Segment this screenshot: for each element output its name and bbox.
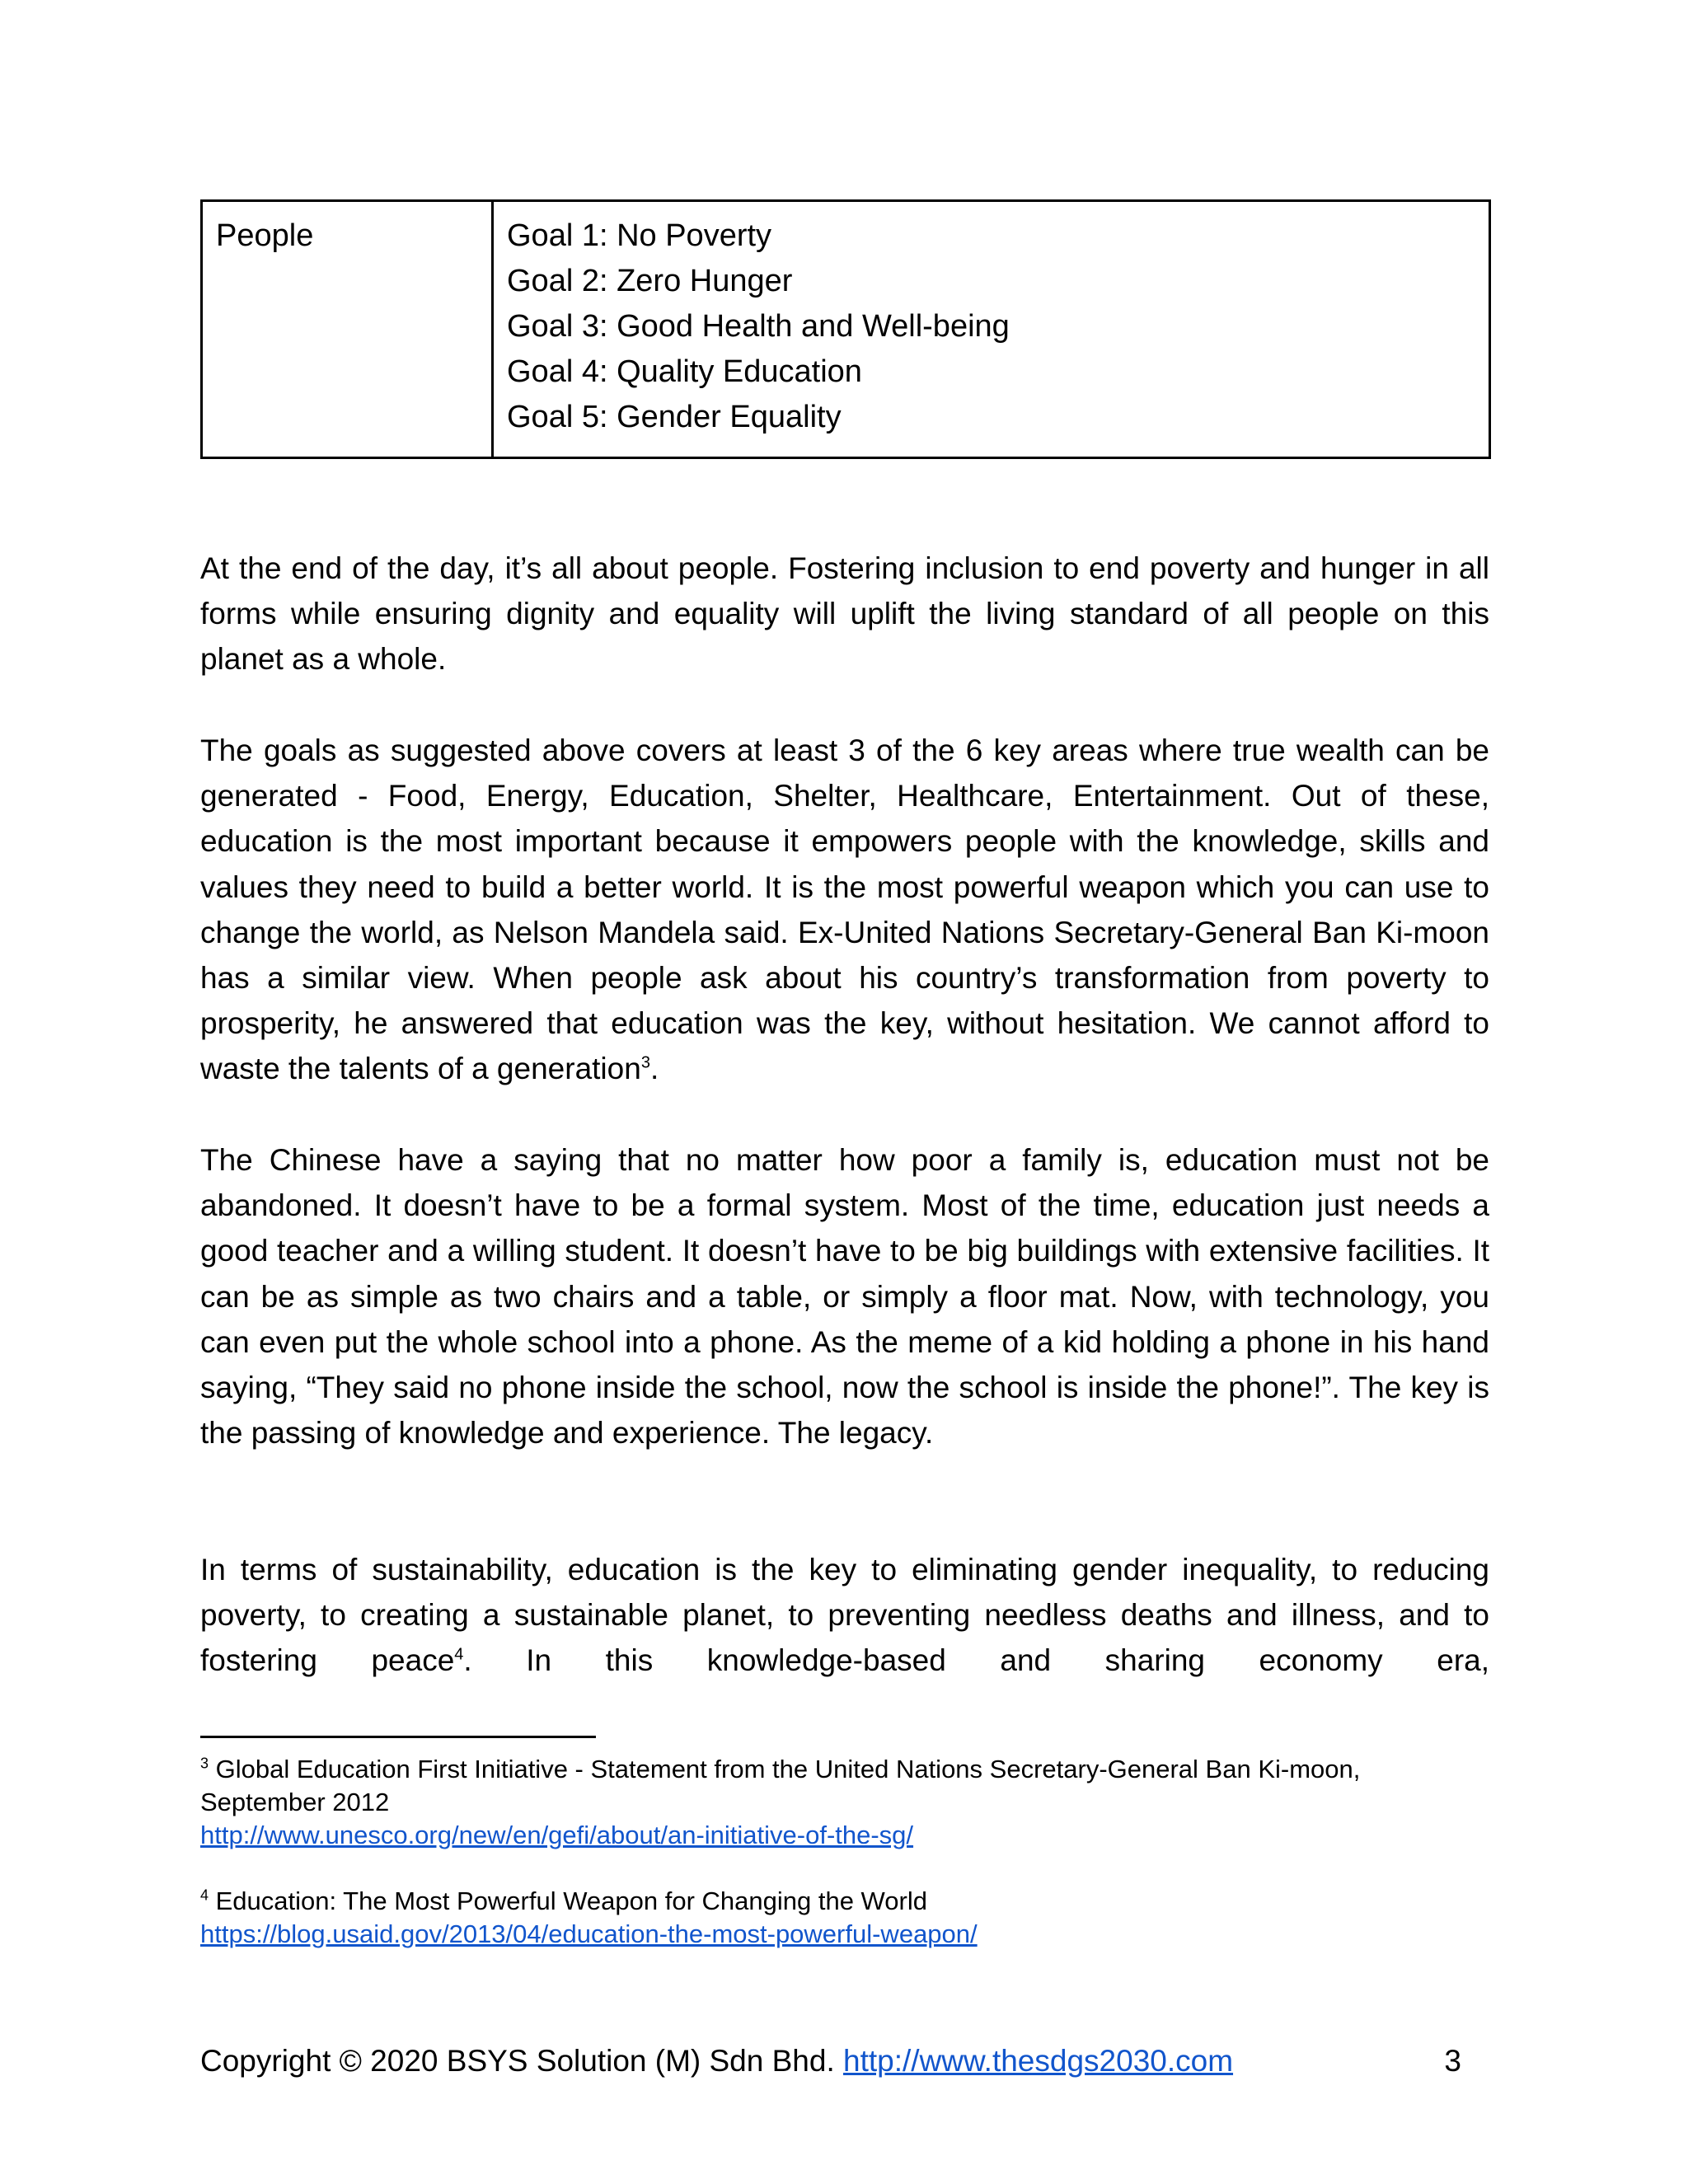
goal-item: Goal 3: Good Health and Well-being xyxy=(507,309,1010,344)
goals-table xyxy=(200,199,1491,459)
goal-item: Goal 1: No Poverty xyxy=(507,218,772,253)
footnote-4 xyxy=(200,1885,1489,1951)
goal-item: Goal 4: Quality Education xyxy=(507,354,862,389)
footnote-citation: Global Education First Initiative - Statement from the United Nations Secretary-General Ban Ki-moon, September 2012 xyxy=(200,1755,1361,1816)
footnote-ref-4[interactable]: 4 xyxy=(454,1646,464,1665)
table-row xyxy=(202,201,1490,458)
footnote-number: 4 xyxy=(200,1886,209,1904)
footnote-ref-3[interactable]: 3 xyxy=(640,1054,650,1073)
paragraph-goals-wealth xyxy=(200,728,1489,1092)
pillar-cell xyxy=(202,201,493,458)
footnote-number: 3 xyxy=(200,1755,209,1772)
footnote-text xyxy=(200,1885,1489,1918)
paragraph-text: The Chinese have a saying that no matter how poor a family is, education must not be abandoned. It doesn’t have to be a formal system. Most of the time, education just needs a good teacher and a willing student. It doesn’t have to be big buildings with extensive facilities. It can be as simple as two chairs and a table, or simply a floor mat. Now, with technology, you can even put the whole school into a phone. As the meme of a kid holding a phone in his hand saying, “They said no phone inside the school, now the school is inside the phone!”. The key is the passing of knowledge and experience. The legacy. xyxy=(200,1143,1489,1451)
goal-item: Goal 2: Zero Hunger xyxy=(507,264,793,298)
footnote-link[interactable]: http://www.unesco.org/new/en/gefi/about/an-initiative-of-the-sg/ xyxy=(200,1821,914,1849)
footnote-text xyxy=(200,1753,1489,1819)
footnote-citation: Education: The Most Powerful Weapon for Changing the World xyxy=(209,1886,927,1915)
paragraph-text xyxy=(200,728,1489,1092)
paragraph-text: At the end of the day, it’s all about people. Fostering inclusion to end poverty and hunger in all forms while ensuring dignity and equality will uplift the living standard of all people on this planet as a whole. xyxy=(200,551,1489,677)
paragraph-end: . xyxy=(649,1052,659,1086)
footnote-link[interactable]: https://blog.usaid.gov/2013/04/education-the-most-powerful-weapon/ xyxy=(200,1919,978,1948)
paragraph-body: In terms of sustainability, education is the key to eliminating gender inequality, to reducing poverty, to creating a sustainable planet, to preventing needless deaths and illness, and to fostering peace xyxy=(200,1553,1489,1678)
paragraph-body: The goals as suggested above covers at least 3 of the 6 key areas where true wealth can be generated - Food, Energy, Education, Shelter, Healthcare, Entertainment. Out of these, education is the most important because it empowers people with the knowledge, skills and values they need to build a better world. It is the most powerful weapon which you can use to change the world, as Nelson Mandela said. Ex-United Nations Secretary-General Ban Ki-moon has a similar view. When people ask about his country’s transformation from poverty to prosperity, he answered that education was the key, without hesitation. We cannot afford to waste the talents of a generation xyxy=(200,733,1489,1086)
page-number: 3 xyxy=(1444,2044,1461,2078)
goal-item: Goal 5: Gender Equality xyxy=(507,400,842,434)
pillar-label: People xyxy=(216,218,314,253)
goals-cell xyxy=(493,201,1490,458)
footnote-3 xyxy=(200,1753,1489,1852)
paragraph-sustainability xyxy=(200,1547,1489,1684)
copyright-text: Copyright © 2020 BSYS Solution (M) Sdn Bhd. xyxy=(200,2044,843,2078)
paragraph-text xyxy=(200,1547,1489,1684)
footnote-separator xyxy=(200,1736,596,1738)
paragraph-chinese-saying xyxy=(200,1137,1489,1455)
paragraph-end: . In this knowledge-based and sharing economy era, xyxy=(463,1643,1489,1678)
paragraph-people xyxy=(200,546,1489,682)
website-link[interactable]: http://www.thesdgs2030.com xyxy=(843,2044,1234,2078)
page-footer xyxy=(200,2042,1461,2080)
